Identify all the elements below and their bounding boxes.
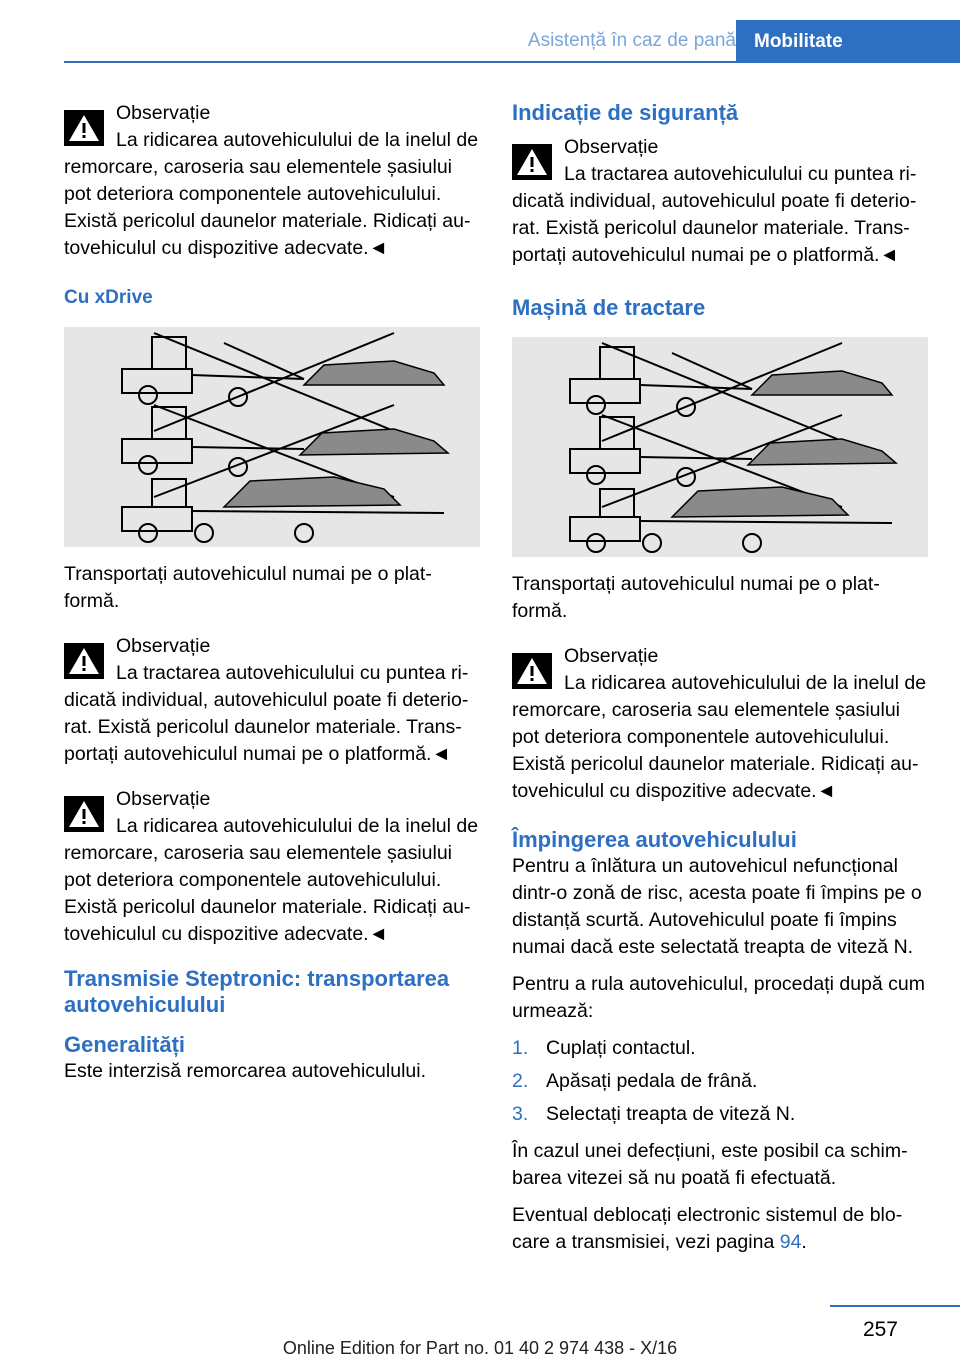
page-link[interactable]: 94 <box>779 1231 802 1253</box>
list-item <box>512 1101 928 1128</box>
edition-text: Online Edition for Part no. 01 40 2 974 438 - X/16 <box>282 1338 678 1358</box>
step-number: 2. <box>512 1070 529 1092</box>
towing-illustration <box>64 327 480 547</box>
steps-list <box>512 1035 928 1128</box>
page-number: 257 <box>862 1318 898 1341</box>
unlock-end: . <box>801 1231 807 1253</box>
warning-title: Observație <box>116 635 211 657</box>
warning-icon <box>64 110 104 146</box>
step-text: Selectați treapta de viteză N. <box>546 1103 796 1125</box>
towing-illustration <box>512 337 928 557</box>
step-text: Apăsați pedala de frână. <box>546 1070 758 1092</box>
step-text: Cuplați contactul. <box>546 1037 696 1059</box>
general-text: Este interzisă remorcarea autovehiculului. <box>64 1060 427 1082</box>
list-item <box>512 1035 928 1062</box>
push-text: Pentru a înlătura un autovehicul nefuncțional dintr-o zonă de risc, acesta poate fi împins pe o distanță scurtă. Autovehiculul poate fi împins numai dacă este selectată treapta de viteză N. <box>512 855 922 958</box>
heading-towtruck: Mașină de tractare <box>512 295 706 320</box>
warning-body: La tractarea autovehiculului cu puntea ridicată individual, autovehiculul poate fi deteriorat. Există pericolul daunelor materiale. Transportați autovehiculul numai pe o platformă.◄ <box>512 163 917 266</box>
header-chapter-tab <box>736 20 960 63</box>
warning-icon <box>512 144 552 180</box>
step-number: 1. <box>512 1037 529 1059</box>
right-column <box>512 100 928 1266</box>
roll-text: Pentru a rula autovehiculul, procedați după cum urmează: <box>512 973 926 1022</box>
warning-title: Observație <box>116 788 211 810</box>
warning-block <box>64 100 480 262</box>
header-rule <box>64 61 960 63</box>
heading-general: Generalități <box>64 1032 186 1057</box>
header-section-title: Asistență în caz de pană <box>527 30 736 51</box>
warning-body: La ridicarea autovehiculului de la inelul de remorcare, caroseria sau elementele șasiului pot deteriora componentele autovehiculului. Există pericolul daunelor materiale. Ridicați autovehiculul cu dispozitive adecvate.◄ <box>64 815 479 945</box>
warning-block <box>64 786 480 948</box>
warning-title: Observație <box>564 136 659 158</box>
left-column <box>64 100 480 1095</box>
warning-body: La ridicarea autovehiculului de la inelul de remorcare, caroseria sau elementele șasiului pot deteriora componentele autovehiculului. Există pericolul daunelor materiale. Ridicați autovehiculul cu dispozitive adecvate.◄ <box>512 672 927 802</box>
unlock-paragraph <box>512 1202 928 1256</box>
illustration-caption: Transportați autovehiculul numai pe o platformă. <box>512 573 880 622</box>
heading-steptronic: Transmisie Steptronic: transportarea autovehiculului <box>64 966 450 1017</box>
unlock-text: Eventual deblocați electronic sistemul de blocare a transmisiei, vezi pagina <box>512 1204 903 1253</box>
defect-text: În cazul unei defecțiuni, este posibil ca schimbarea vitezei să nu poată fi efectuată. <box>512 1140 908 1189</box>
warning-title: Observație <box>564 645 659 667</box>
list-item <box>512 1068 928 1095</box>
illustration-caption: Transportați autovehiculul numai pe o platformă. <box>64 563 432 612</box>
heading-xdrive: Cu xDrive <box>64 287 153 308</box>
heading-push: Împingerea autovehiculului <box>512 827 797 852</box>
warning-block <box>64 633 480 768</box>
warning-body: La ridicarea autovehiculului de la inelul de remorcare, caroseria sau elementele șasiului pot deteriora componentele autovehiculului. Există pericolul daunelor materiale. Ridicați autovehiculul cu dispozitive adecvate.◄ <box>64 129 479 259</box>
warning-title: Observație <box>116 102 211 124</box>
chapter-label: Mobilitate <box>754 30 843 52</box>
footer-rule <box>830 1305 960 1307</box>
step-number: 3. <box>512 1103 529 1125</box>
heading-safety: Indicație de siguranță <box>512 100 739 125</box>
warning-icon <box>512 653 552 689</box>
warning-block <box>512 134 928 269</box>
warning-block <box>512 643 928 805</box>
warning-icon <box>64 796 104 832</box>
warning-icon <box>64 643 104 679</box>
warning-body: La tractarea autovehiculului cu puntea ridicată individual, autovehiculul poate fi deteriorat. Există pericolul daunelor materiale. Transportați autovehiculul numai pe o platformă.◄ <box>64 662 469 765</box>
